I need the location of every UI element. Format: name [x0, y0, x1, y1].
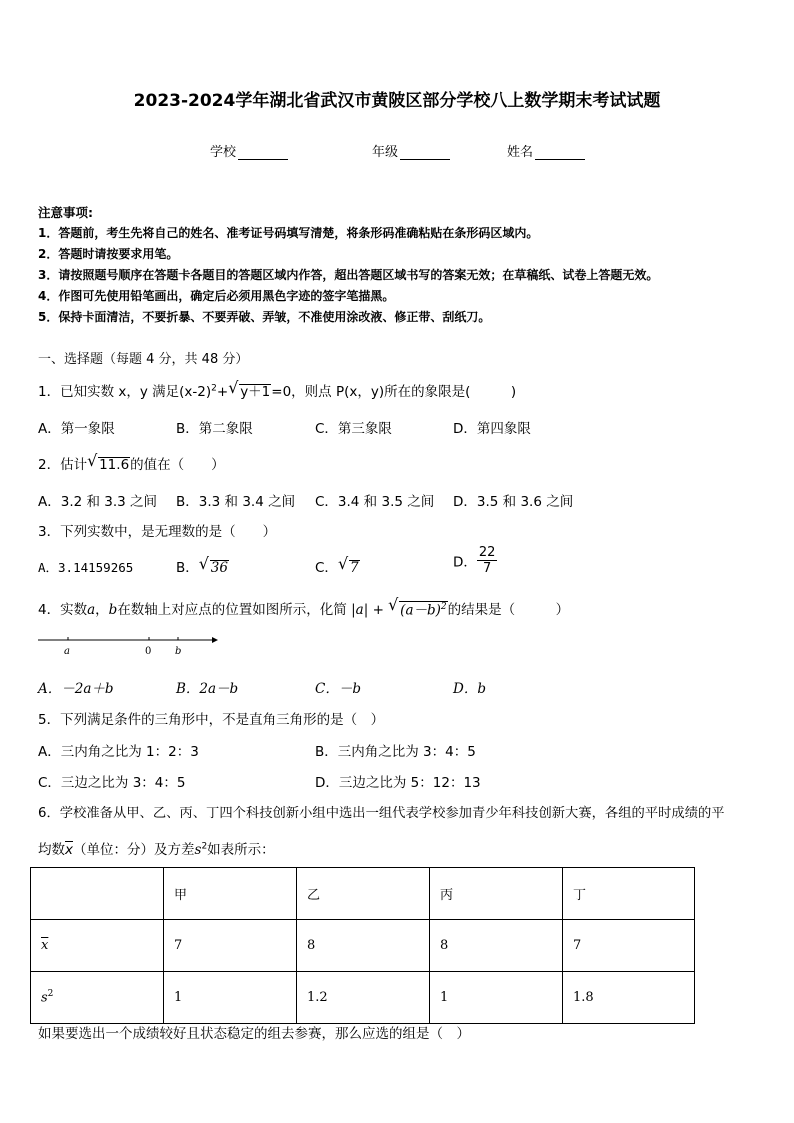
question-4 — [38, 594, 570, 619]
question-2 — [38, 453, 225, 474]
q4-var-b: b — [108, 602, 118, 618]
section-heading: 一、选择题（每题 4 分，共 48 分） — [38, 352, 249, 367]
q2-sqrt: √ 11.6 — [87, 451, 130, 473]
q2-option-c[interactable]: C．3.4 和 3.5 之间 — [315, 494, 435, 510]
q3-option-b-label: B． — [176, 560, 199, 576]
table-header-row — [31, 868, 695, 920]
q4-comma: ， — [95, 602, 109, 618]
q3-option-c-sqrt: √ 7 — [337, 554, 359, 576]
q3-option-d-label: D． — [453, 554, 477, 571]
q1-exponent: 2 — [211, 383, 217, 394]
question-3: 3．下列实数中，是无理数的是（ ） — [38, 524, 277, 540]
q4-option-d[interactable]: D．b — [453, 681, 486, 697]
question-6-followup: 如果要选出一个成绩较好且状态稳定的组去参赛，那么应选的组是（ ） — [38, 1026, 470, 1042]
q4-option-a[interactable]: A．－2a＋b — [38, 681, 114, 697]
table-header-cell: 甲 — [164, 868, 297, 920]
q3-option-d-denominator: 7 — [483, 561, 492, 576]
s-exponent: 2 — [47, 989, 54, 1000]
q6-s: s — [194, 842, 202, 858]
q4-radicand — [399, 601, 447, 619]
s-symbol: s — [41, 990, 48, 1006]
question-1 — [38, 380, 516, 401]
q5-option-b[interactable]: B．三内角之比为 3：4：5 — [315, 744, 476, 760]
question-5: 5．下列满足条件的三角形中，不是直角三角形的是（ ） — [38, 712, 385, 728]
school-label: 学校 — [210, 145, 237, 160]
table-cell: 1 — [430, 972, 563, 1024]
q3-option-d-numerator: 22 — [478, 545, 496, 560]
q3-option-d-fraction — [477, 545, 498, 576]
q3-option-b-radicand: 36 — [210, 560, 228, 576]
table-cell: 1 — [164, 972, 297, 1024]
q3-option-c[interactable] — [315, 556, 360, 577]
q3-option-c-radicand: 7 — [349, 560, 359, 576]
table-header-cell: 乙 — [297, 868, 430, 920]
q4-radicand-base: (a－b) — [400, 602, 441, 618]
q4-text-post: 的结果是（ ） — [447, 602, 570, 618]
q6-s-exponent: 2 — [201, 841, 208, 852]
table-header-cell: 丁 — [563, 868, 695, 920]
q3-option-b-sqrt: √ 36 — [198, 554, 228, 576]
q4-option-b[interactable]: B．2a－b — [176, 681, 239, 697]
q4-radicand-exponent: 2 — [440, 601, 447, 612]
q4-var-a: a — [87, 602, 96, 618]
table-cell: 7 — [563, 920, 695, 972]
q1-text-pre: 1．已知实数 x，y 满足(x-2) — [38, 384, 212, 400]
q2-option-d[interactable]: D．3.5 和 3.6 之间 — [453, 494, 574, 510]
q1-option-d[interactable]: D．第四象限 — [453, 421, 531, 437]
q2-option-b[interactable]: B．3.3 和 3.4 之间 — [176, 494, 296, 510]
q2-option-a[interactable]: A．3.2 和 3.3 之间 — [38, 494, 158, 510]
note-item: 2．答题时请按要求用笔。 — [38, 247, 179, 261]
q3-option-a[interactable]: A．3.14159265 — [38, 560, 134, 575]
table-row — [31, 920, 695, 972]
q6-text-pre: 均数 — [38, 842, 65, 858]
grade-label: 年级 — [372, 145, 399, 160]
q4-text-pre: 4．实数 — [38, 602, 88, 618]
q2-radicand: 11.6 — [99, 457, 130, 473]
school-field — [210, 141, 288, 160]
table-cell: 1.8 — [563, 972, 695, 1024]
note-item: 5．保持卡面清洁，不要折暴、不要弄破、弄皱，不准使用涂改液、修正带、刮纸刀。 — [38, 310, 491, 324]
q3-option-d[interactable] — [453, 545, 497, 576]
name-label: 姓名 — [507, 145, 534, 160]
table-cell: 7 — [164, 920, 297, 972]
table-cell — [31, 868, 164, 920]
q5-option-c[interactable]: C．三边之比为 3：4：5 — [38, 775, 186, 791]
q1-option-c[interactable]: C．第三象限 — [315, 421, 392, 437]
q2-text-post: 的值在（ ） — [130, 457, 225, 473]
label-0: 0 — [145, 646, 152, 657]
q1-plus: + — [216, 384, 229, 400]
school-blank[interactable] — [238, 146, 288, 160]
note-item: 4．作图可先使用铅笔画出，确定后必须用黑色字迹的签字笔描黑。 — [38, 289, 395, 303]
table-header-cell: 丙 — [430, 868, 563, 920]
notes-heading: 注意事项: — [38, 205, 93, 220]
table-cell: 8 — [297, 920, 430, 972]
name-field — [507, 141, 585, 160]
q3-option-c-label: C． — [315, 560, 338, 576]
note-item: 3．请按照题号顺序在答题卡各题目的答题区域内作答，超出答题区域书写的答案无效；在草稿纸、试卷上答题无效。 — [38, 268, 659, 282]
question-6-line1: 6．学校准备从甲、乙、丙、丁四个科技创新小组中选出一组代表学校参加青少年科技创新大赛，各组的平时成绩的平 — [38, 806, 725, 821]
xbar-symbol: $\overline{x}$ — [41, 938, 49, 953]
q6-text-mid: （单位：分）及方差 — [73, 842, 195, 858]
q3-option-b[interactable] — [176, 556, 229, 577]
grade-blank[interactable] — [400, 146, 450, 160]
grade-field — [372, 141, 450, 160]
note-item: 1．答题前，考生先将自己的姓名、准考证号码填写清楚，将条形码准确粘贴在条形码区域内。 — [38, 226, 539, 240]
q1-radicand: y＋1 — [240, 384, 271, 400]
name-blank[interactable] — [535, 146, 585, 160]
number-line-figure — [38, 632, 218, 658]
q2-text-pre: 2．估计 — [38, 457, 88, 473]
q1-sqrt: √ y＋1 — [228, 378, 271, 400]
number-line-arrow — [212, 637, 218, 643]
table-cell: 1.2 — [297, 972, 430, 1024]
table-row-label — [31, 972, 164, 1024]
q1-option-a[interactable]: A．第一象限 — [38, 421, 115, 437]
page-title: 2023-2024学年湖北省武汉市黄陂区部分学校八上数学期末考试试题 — [133, 91, 661, 111]
q4-option-c[interactable]: C．－b — [315, 681, 361, 697]
data-table — [30, 867, 695, 1024]
label-b: b — [175, 646, 182, 657]
question-6-line2 — [38, 838, 275, 858]
q6-text-post: 如表所示： — [207, 842, 275, 858]
table-row-label — [31, 920, 164, 972]
q5-option-d[interactable]: D．三边之比为 5：12：13 — [315, 775, 481, 791]
q4-sqrt: √ $(a-b)^2$ — [388, 594, 447, 618]
q4-text-mid: 在数轴上对应点的位置如图所示，化简 — [117, 602, 347, 618]
q1-option-b[interactable]: B．第二象限 — [176, 421, 253, 437]
q4-plus: + — [372, 602, 384, 618]
table-cell: 8 — [430, 920, 563, 972]
q4-abs-a: |a| — [351, 602, 369, 618]
q5-option-a[interactable]: A．三内角之比为 1：2：3 — [38, 744, 199, 760]
q6-xbar: $\overline{x}$ — [65, 842, 73, 858]
table-row — [31, 972, 695, 1024]
label-a: a — [64, 646, 70, 657]
q1-text-post: =0，则点 P(x，y)所在的象限是( ) — [271, 384, 517, 400]
